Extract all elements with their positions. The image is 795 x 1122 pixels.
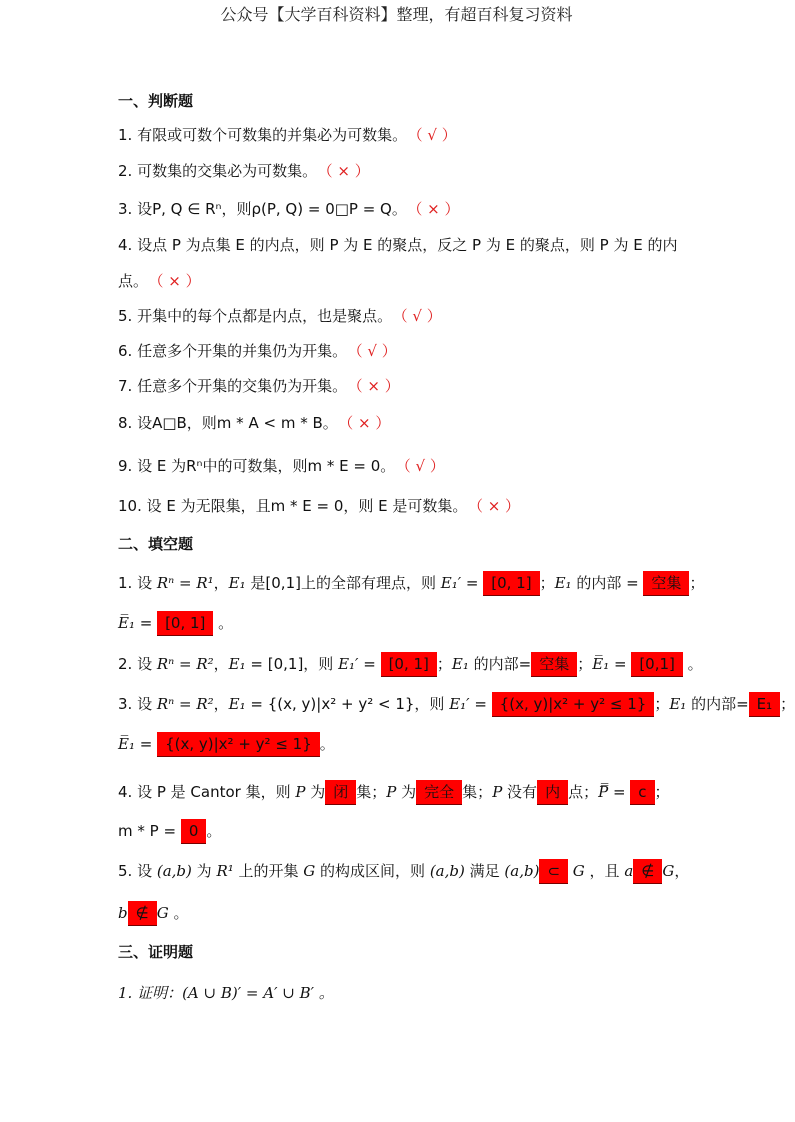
math-expression: E̅₁ xyxy=(118,614,135,632)
math-expression: E₁ xyxy=(228,695,246,713)
math-expression: a xyxy=(624,862,634,880)
fill-text: 满足 xyxy=(464,862,505,880)
answer-blank: [0, 1] xyxy=(381,652,437,677)
fill-text: = xyxy=(461,574,484,592)
judge-item xyxy=(118,124,457,146)
answer-blank: ∉ xyxy=(128,901,157,926)
fill-text: 。 xyxy=(319,735,335,753)
math-expression: G xyxy=(156,904,169,922)
judge-answer-mark: （ √ ） xyxy=(355,342,397,360)
fill-text: ； xyxy=(577,655,593,673)
judge-item xyxy=(118,234,677,256)
fill-line xyxy=(118,692,795,717)
fill-line xyxy=(118,859,689,884)
judge-statement: 7. 任意多个开集的交集仍为开集。 xyxy=(118,377,348,395)
judge-item xyxy=(118,160,370,182)
math-expression: E₁ xyxy=(669,695,687,713)
judge-answer-mark: （ × ） xyxy=(355,377,400,395)
math-expression: P xyxy=(295,783,306,801)
fill-text: ； xyxy=(436,655,452,673)
judge-statement: 1. 有限或可数个可数集的并集必为可数集。 xyxy=(118,126,408,144)
fill-text: 点； xyxy=(568,783,599,801)
math-expression: E₁ xyxy=(451,655,469,673)
judge-statement: 6. 任意多个开集的并集仍为开集。 xyxy=(118,342,348,360)
fill-text: 为 xyxy=(305,783,326,801)
fill-text: 。 xyxy=(168,904,189,922)
math-expression: P xyxy=(492,783,503,801)
fill-text: ， xyxy=(674,862,690,880)
fill-text: 的内部 = xyxy=(571,574,644,592)
math-expression: E₁′ xyxy=(449,695,470,713)
judge-statement: 3. 设P, Q ∈ Rⁿ，则ρ(P, Q) = 0□P = Q。 xyxy=(118,200,407,218)
judge-item xyxy=(118,270,201,292)
math-expression: P̿ xyxy=(598,783,609,801)
answer-blank: 内 xyxy=(537,780,568,805)
judge-item xyxy=(118,305,442,327)
fill-text: ， xyxy=(213,655,229,673)
judge-item xyxy=(118,495,520,517)
answer-blank: {(x, y)|x² + y² ≤ 1} xyxy=(492,692,655,717)
fill-text: = [0,1]，则 xyxy=(245,655,339,673)
fill-text: m * P = xyxy=(118,822,181,840)
math-expression: P xyxy=(386,783,397,801)
fill-text: ，且 xyxy=(584,862,625,880)
judge-item xyxy=(118,340,397,362)
judge-answer-mark: （ × ） xyxy=(325,162,370,180)
judge-statement: 2. 可数集的交集必为可数集。 xyxy=(118,162,318,180)
judge-item xyxy=(118,455,445,477)
math-expression: (a,b) xyxy=(156,862,192,880)
math-expression: E₁′ xyxy=(440,574,462,592)
fill-text: = xyxy=(609,655,632,673)
fill-text: ； xyxy=(689,574,705,592)
fill-text: ， xyxy=(213,695,229,713)
math-expression: (a,b) xyxy=(504,862,540,880)
math-expression: E₁ xyxy=(228,574,246,592)
fill-text: 5. 设 xyxy=(118,862,157,880)
math-expression: b xyxy=(118,904,128,922)
fill-text: = xyxy=(358,655,381,673)
judge-answer-mark: （ √ ） xyxy=(400,307,442,325)
fill-text: 是[0,1]上的全部有理点，则 xyxy=(245,574,441,592)
fill-text: = xyxy=(134,614,158,632)
math-expression: E₁′ xyxy=(338,655,359,673)
fill-line xyxy=(118,652,703,677)
fill-text: 的构成区间，则 xyxy=(315,862,430,880)
fill-text: ； xyxy=(539,574,555,592)
math-expression: G xyxy=(568,862,585,880)
judge-answer-mark: （ √ ） xyxy=(403,457,445,475)
fill-line xyxy=(118,901,188,926)
answer-blank: {(x, y)|x² + y² ≤ 1} xyxy=(157,732,320,757)
judge-answer-mark: （ √ ） xyxy=(415,126,457,144)
answer-blank: E₁ xyxy=(749,692,781,717)
fill-text: ， xyxy=(213,574,229,592)
fill-text: 为 xyxy=(396,783,417,801)
answer-blank: [0, 1] xyxy=(483,571,539,596)
judge-item xyxy=(118,198,459,220)
fill-text: 4. 设 P 是 Cantor 集，则 xyxy=(118,783,296,801)
answer-blank: [0,1] xyxy=(631,652,683,677)
judge-item xyxy=(118,412,390,434)
fill-text: 的内部= xyxy=(686,695,749,713)
fill-text: 。 xyxy=(682,655,703,673)
fill-line xyxy=(118,732,335,757)
section-heading-fill: 二、填空题 xyxy=(118,535,194,553)
judge-statement: 10. 设 E 为无限集，且m * E = 0，则 E 是可数集。 xyxy=(118,497,468,515)
answer-blank: 闭 xyxy=(325,780,356,805)
fill-text: 1. 设 xyxy=(118,574,157,592)
fill-text: 为 xyxy=(191,862,217,880)
math-expression: Rⁿ = R² xyxy=(156,655,214,673)
answer-blank: 完全 xyxy=(416,780,462,805)
judge-statement: 8. 设A□B，则m * A < m * B。 xyxy=(118,414,338,432)
judge-answer-mark: （ × ） xyxy=(414,200,460,218)
fill-line xyxy=(118,819,221,844)
fill-text: 集； xyxy=(462,783,493,801)
page-header: 公众号【大学百科资料】整理，有超百科复习资料 xyxy=(220,5,573,24)
fill-text: 2. 设 xyxy=(118,655,157,673)
answer-blank: 0 xyxy=(181,819,207,844)
answer-blank: c xyxy=(630,780,654,805)
fill-text: ； xyxy=(654,695,670,713)
math-expression: Rⁿ = R¹ xyxy=(156,574,214,592)
math-expression: E₁ xyxy=(554,574,572,592)
fill-text: 。 xyxy=(213,614,234,632)
fill-line xyxy=(118,611,233,636)
fill-text: 集； xyxy=(356,783,387,801)
fill-text: 的内部= xyxy=(468,655,532,673)
fill-text: ； xyxy=(780,695,795,713)
math-expression: G xyxy=(662,862,675,880)
proof-item: 1. 证明：(A ∪ B)′ = A′ ∪ B′ 。 xyxy=(118,984,334,1002)
math-expression: (a,b) xyxy=(429,862,465,880)
fill-text: = xyxy=(469,695,492,713)
fill-text: 。 xyxy=(206,822,222,840)
answer-blank: 空集 xyxy=(531,652,577,677)
fill-text: ； xyxy=(654,783,670,801)
answer-blank: 空集 xyxy=(643,571,689,596)
fill-text: = xyxy=(608,783,631,801)
answer-blank: [0, 1] xyxy=(157,611,213,636)
math-expression: G xyxy=(303,862,316,880)
judge-statement: 点。 xyxy=(118,272,149,290)
judge-statement: 9. 设 E 为Rⁿ中的可数集，则m * E = 0。 xyxy=(118,457,396,475)
fill-line xyxy=(118,780,670,805)
answer-blank: ⊂ xyxy=(539,859,568,884)
judge-answer-mark: （ × ） xyxy=(475,497,521,515)
section-heading-judge: 一、判断题 xyxy=(118,92,194,110)
judge-answer-mark: （ × ） xyxy=(156,272,201,290)
answer-blank: ∉ xyxy=(633,859,662,884)
judge-answer-mark: （ × ） xyxy=(345,414,391,432)
fill-text: 没有 xyxy=(502,783,538,801)
fill-text: = xyxy=(134,735,158,753)
math-expression: E̅₁ xyxy=(592,655,610,673)
judge-statement: 5. 开集中的每个点都是内点，也是聚点。 xyxy=(118,307,393,325)
math-expression: E₁ xyxy=(228,655,246,673)
fill-line xyxy=(118,571,704,596)
judge-item xyxy=(118,375,400,397)
math-expression: Rⁿ = R² xyxy=(156,695,214,713)
fill-text: 3. 设 xyxy=(118,695,157,713)
math-expression: E̅₁ xyxy=(118,735,135,753)
fill-text: = {(x, y)|x² + y² < 1}，则 xyxy=(245,695,450,713)
math-expression: R¹ xyxy=(216,862,234,880)
fill-text: 上的开集 xyxy=(233,862,304,880)
judge-statement: 4. 设点 P 为点集 E 的内点，则 P 为 E 的聚点，反之 P 为 E 的聚点，则 P 为 E 的内 xyxy=(118,236,678,254)
section-heading-proof: 三、证明题 xyxy=(118,943,194,961)
